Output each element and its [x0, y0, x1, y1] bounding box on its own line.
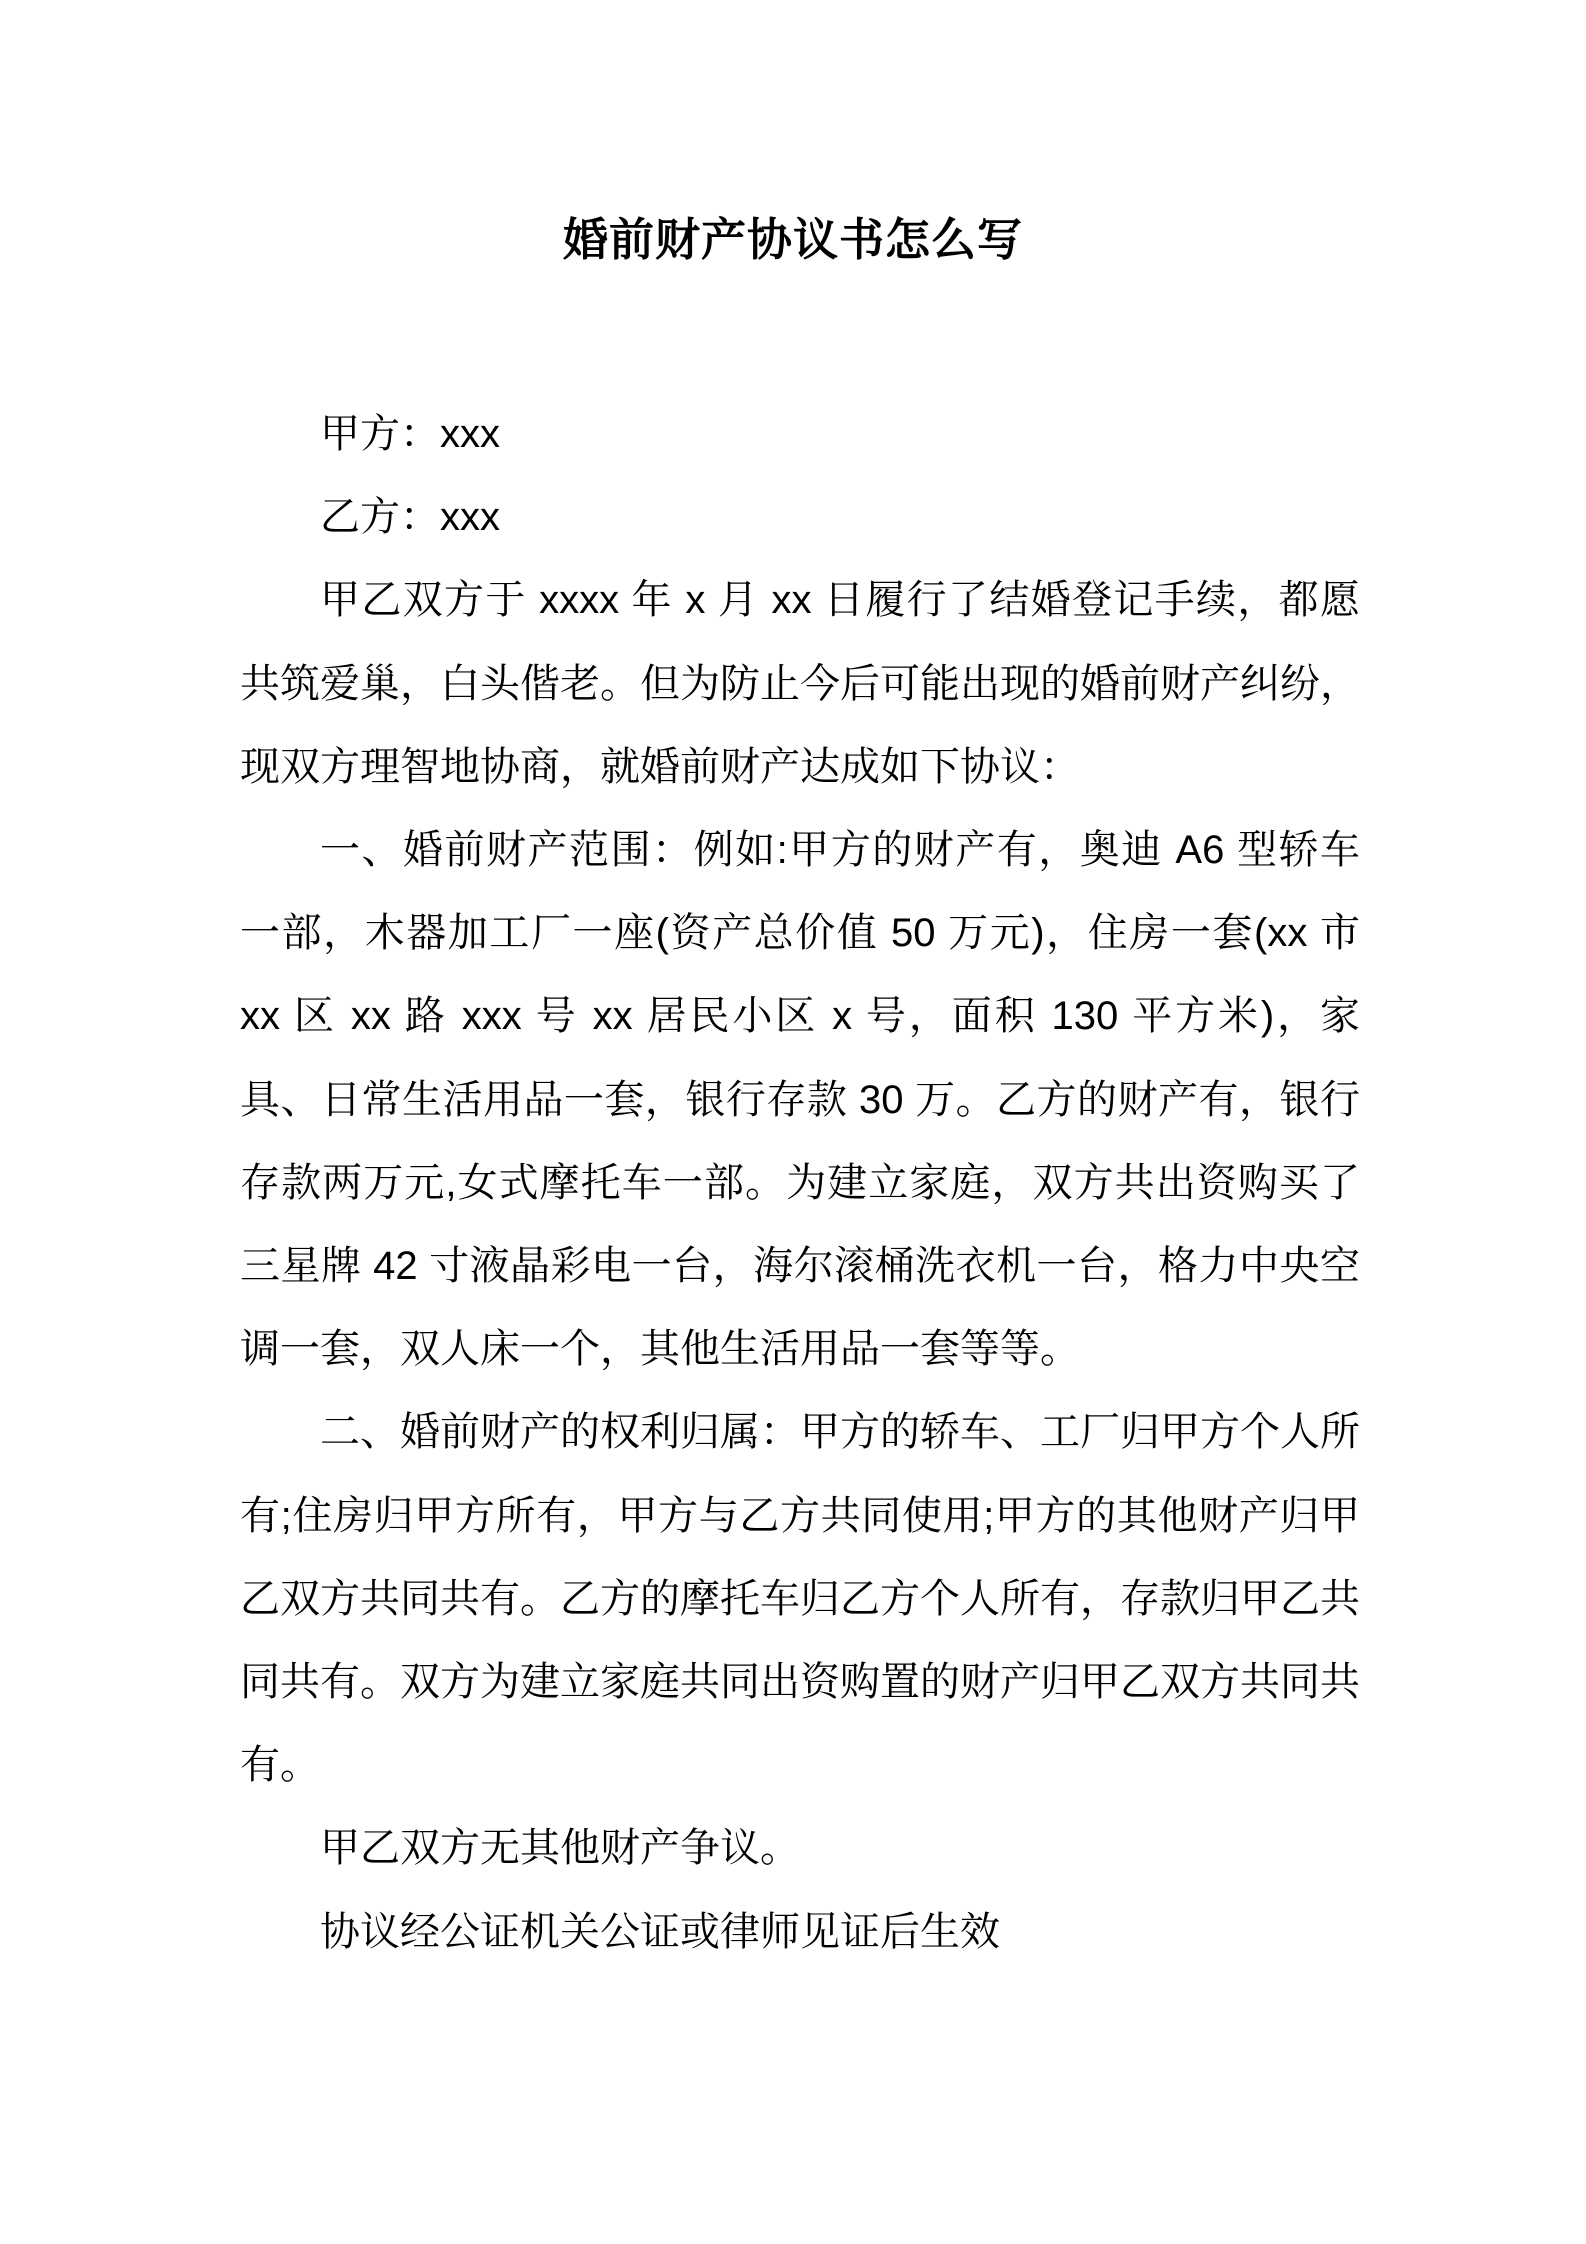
intro-paragraph: 甲乙双方于 xxxx 年 x 月 xx 日履行了结婚登记手续，都愿共筑爱巢，白头偕老。但为防止今后可能出现的婚前财产纠纷，现双方理智地协商，就婚前财产达成如下协议： — [240, 578, 1360, 789]
document-title: 婚前财产协议书怎么写 — [562, 214, 1023, 265]
clause-1-paragraph: 一、婚前财产范围：例如:甲方的财产有，奥迪 A6 型轿车一部，木器加工厂一座(资产总价值 50 万元)，住房一套(xx 市 xx 区 xx 路 xxx 号 xx 居民小区 x 号，面积 130 平方米)，家具、日常生活用品一套，银行存款 30 万。乙方的财产有，银行存款两万元,女式摩托车一部。为建立家庭，双方共出资购买了三星牌 42 寸液晶彩电一台，海尔滚桶洗衣机一台，格力中央空调一套，双人床一个，其他生活用品一套等等。 — [240, 828, 1360, 1372]
no-dispute-paragraph: 甲乙双方无其他财产争议。 — [320, 1826, 800, 1871]
party-a-line: 甲方：xxx — [320, 412, 500, 456]
party-b-line: 乙方：xxx — [320, 495, 500, 540]
document-body — [240, 393, 1360, 1974]
effectiveness-paragraph: 协议经公证机关公证或律师见证后生效 — [320, 1909, 1000, 1954]
clause-2-paragraph: 二、婚前财产的权利归属：甲方的轿车、工厂归甲方个人所有;住房归甲方所有，甲方与乙方共同使用;甲方的其他财产归甲乙双方共同共有。乙方的摩托车归乙方个人所有，存款归甲乙共同共有。双方为建立家庭共同出资购置的财产归甲乙双方共同共有。 — [240, 1410, 1360, 1788]
